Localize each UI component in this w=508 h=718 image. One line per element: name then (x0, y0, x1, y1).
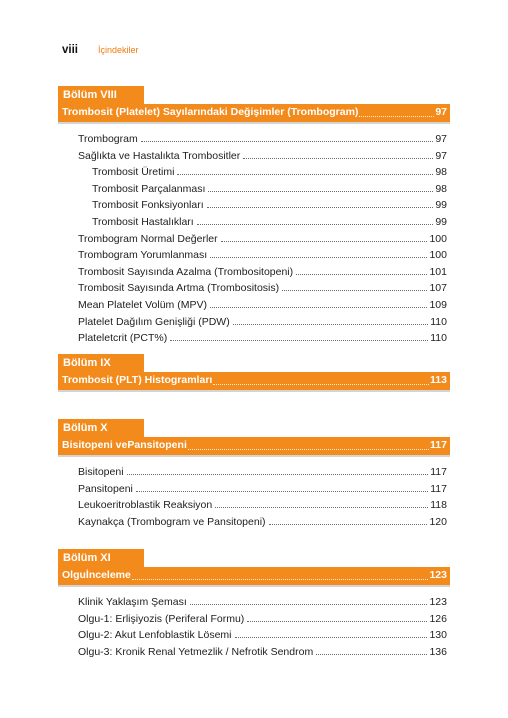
leader-dots (132, 567, 429, 580)
entry-title: Trombosit Sayısında Artma (Trombositosis) (78, 282, 280, 295)
leader-dots (208, 191, 433, 192)
leader-dots (210, 307, 428, 308)
leader-dots (170, 340, 428, 341)
section-page: 117 (430, 439, 447, 451)
section-title-bar[interactable] (58, 104, 450, 124)
entry-page: 118 (430, 499, 447, 512)
entry-title: Platelet Dağılım Genişliği (PDW) (78, 315, 230, 328)
entry-title: Bisitopeni (78, 466, 124, 478)
entry-page: 110 (430, 315, 447, 328)
entry-title: Trombosit Parçalanması (92, 182, 206, 195)
toc-entry[interactable] (58, 164, 450, 181)
entry-page: 99 (435, 199, 447, 212)
entry-page: 130 (429, 629, 447, 642)
entry-title: Leukoeritroblastik Reaksiyon (78, 499, 213, 512)
entry-title: Olgu-1: Erlişiyozis (Periferal Formu) (78, 612, 245, 625)
toc-entry[interactable] (58, 247, 450, 264)
entry-page: 120 (429, 515, 447, 528)
toc-entry[interactable] (58, 497, 450, 514)
section-label: Bölüm X (58, 419, 144, 437)
section-label: Bölüm XI (58, 549, 144, 567)
toc-entry[interactable] (58, 197, 450, 214)
entry-title: Trombogram Yorumlanması (78, 249, 208, 262)
leader-dots (269, 524, 428, 525)
entry-page: 98 (435, 182, 447, 195)
section-page: 113 (430, 374, 447, 386)
entry-title: Mean Platelet Volüm (MPV) (78, 298, 207, 311)
entry-page: 136 (429, 645, 447, 658)
toc-entry[interactable] (58, 148, 450, 165)
entry-page: 109 (429, 298, 447, 311)
section-label: Bölüm IX (58, 354, 144, 372)
header-title: İçindekiler (98, 45, 139, 55)
toc-entry[interactable] (58, 611, 450, 628)
entry-title: Olgu-3: Kronik Renal Yetmezlik / Nefrotik Sendrom (78, 645, 314, 658)
leader-dots (190, 604, 428, 605)
toc-entry[interactable] (58, 314, 450, 331)
section-title: Olguİnceleme (62, 569, 131, 581)
entry-page: 97 (435, 149, 447, 162)
toc-section (58, 86, 450, 347)
entry-title: Trombosit Sayısında Azalma (Trombositopeni) (78, 265, 294, 278)
section-title-bar[interactable] (58, 437, 450, 457)
entry-title: Trombogram (78, 133, 138, 145)
entry-page: 123 (429, 596, 447, 608)
toc-entry[interactable] (58, 594, 450, 611)
page-header (62, 44, 139, 58)
toc-entry[interactable] (58, 231, 450, 248)
entry-list (58, 464, 450, 530)
toc-entry[interactable] (58, 181, 450, 198)
leader-dots (210, 257, 427, 258)
leader-dots (215, 507, 428, 508)
toc-section (58, 354, 450, 392)
leader-dots (188, 437, 429, 450)
leader-dots (247, 621, 427, 622)
toc-entry[interactable] (58, 464, 450, 481)
toc-entry[interactable] (58, 644, 450, 661)
toc-section (58, 549, 450, 660)
leader-dots (235, 637, 428, 638)
leader-dots (316, 654, 427, 655)
toc-entry[interactable] (58, 280, 450, 297)
toc-section (58, 419, 450, 530)
entry-title: Pansitopeni (78, 482, 133, 495)
leader-dots (141, 141, 434, 142)
section-title-bar[interactable] (58, 567, 450, 587)
leader-dots (233, 324, 429, 325)
entry-page: 97 (435, 133, 447, 145)
entry-page: 100 (429, 249, 447, 262)
entry-title: Klinik Yaklaşım Şeması (78, 596, 187, 608)
toc-entry[interactable] (58, 514, 450, 531)
entry-title: Sağlıkta ve Hastalıkta Trombositler (78, 149, 241, 162)
leader-dots (197, 224, 434, 225)
entry-page: 100 (429, 232, 447, 245)
toc-entry[interactable] (58, 264, 450, 281)
entry-page: 98 (435, 166, 447, 179)
leader-dots (221, 241, 428, 242)
leader-dots (213, 372, 429, 385)
section-label: Bölüm VIII (58, 86, 144, 104)
section-title: Trombosit (PLT) Histogramları (62, 374, 213, 386)
leader-dots (296, 274, 427, 275)
entry-page: 99 (435, 215, 447, 228)
toc-entry[interactable] (58, 481, 450, 498)
entry-page: 107 (429, 282, 447, 295)
entry-title: Trombosit Fonksiyonları (92, 199, 204, 212)
entry-page: 126 (429, 612, 447, 625)
page-number: viii (62, 44, 78, 56)
entry-title: Plateletcrit (PCT%) (78, 332, 168, 345)
entry-title: Olgu-2: Akut Lenfoblastik Lösemi (78, 629, 232, 642)
entry-page: 110 (430, 332, 447, 345)
entry-page: 101 (429, 265, 447, 278)
entry-list (58, 131, 450, 347)
leader-dots (136, 491, 428, 492)
entry-list (58, 594, 450, 660)
toc-entry[interactable] (58, 131, 450, 148)
toc-entry[interactable] (58, 627, 450, 644)
leader-dots (359, 104, 434, 117)
entry-page: 117 (430, 466, 447, 478)
entry-title: Trombogram Normal Değerler (78, 232, 218, 245)
section-title-bar[interactable] (58, 372, 450, 392)
toc-entry[interactable] (58, 214, 450, 231)
entry-title: Kaynakça (Trombogram ve Pansitopeni) (78, 515, 266, 528)
leader-dots (207, 207, 434, 208)
entry-title: Trombosit Üretimi (92, 166, 175, 179)
leader-dots (127, 474, 429, 475)
leader-dots (243, 158, 433, 159)
toc-entry[interactable] (58, 297, 450, 314)
section-page: 97 (435, 106, 447, 118)
section-title: Trombosit (Platelet) Sayılarındaki Değişimler (Trombogram) (62, 106, 359, 118)
leader-dots (282, 290, 427, 291)
leader-dots (177, 174, 433, 175)
toc-entry[interactable] (58, 330, 450, 347)
section-page: 123 (429, 569, 447, 581)
entry-title: Trombosit Hastalıkları (92, 215, 194, 228)
section-title: Bisitopeni vePansitopeni (62, 439, 187, 451)
entry-page: 117 (430, 482, 447, 495)
